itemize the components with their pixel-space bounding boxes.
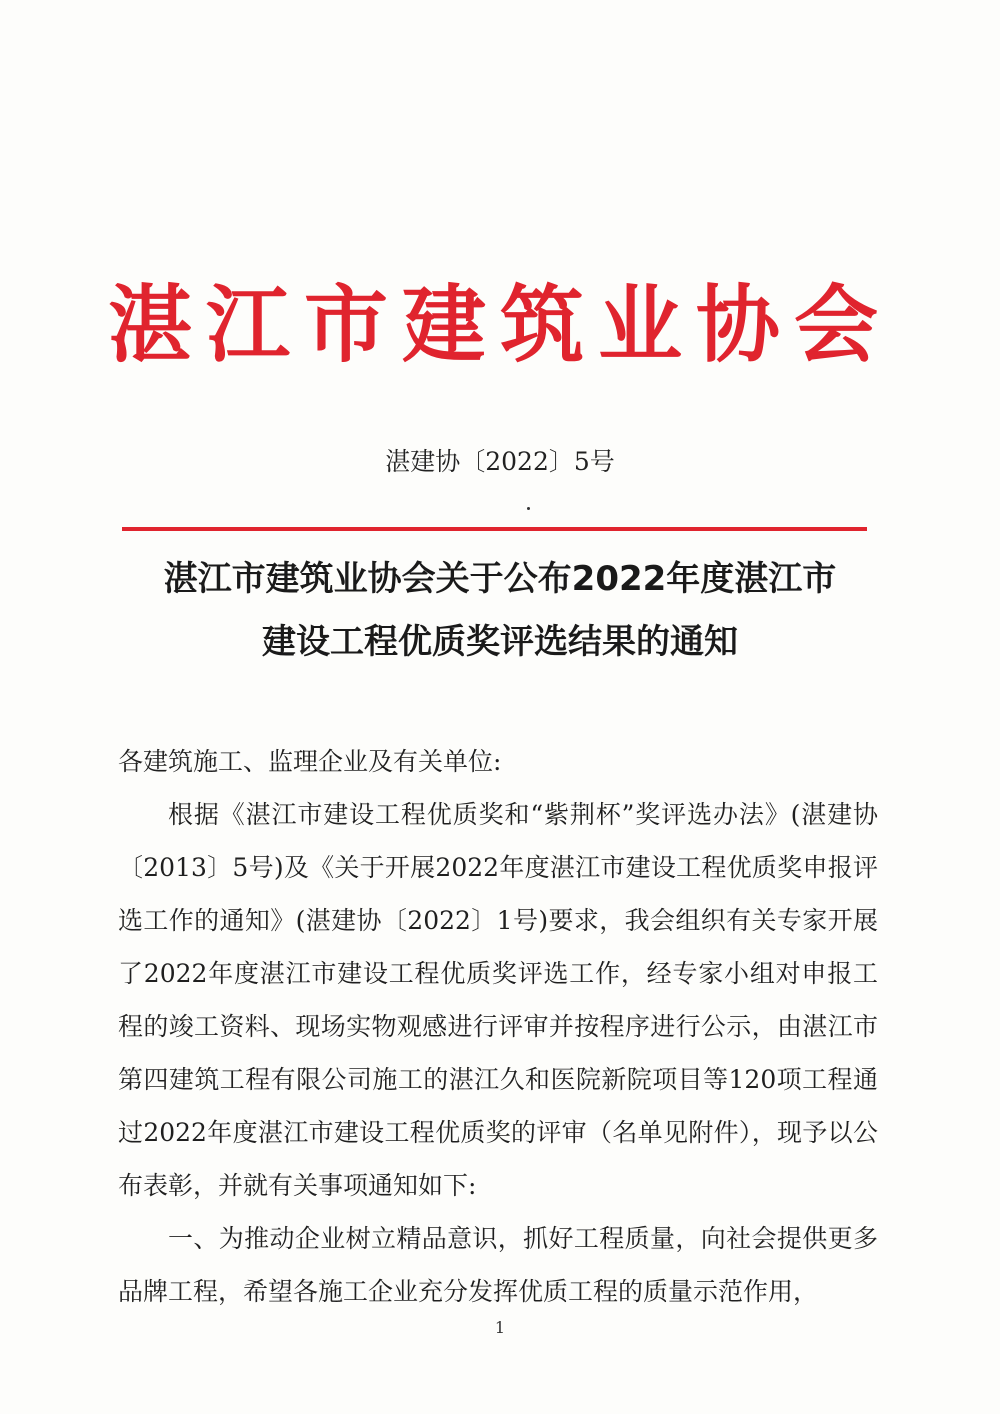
scan-speck (527, 507, 530, 510)
page-number: 1 (494, 1318, 506, 1337)
notice-title-line-2: 建设工程优质奖评选结果的通知 (262, 622, 738, 662)
red-divider-line (122, 527, 867, 531)
document-number: 湛建协〔2022〕5号 (385, 447, 615, 476)
letterhead-org-name: 湛江市建筑业协会 (107, 276, 892, 374)
paragraph-item-1: 一、为推动企业树立精品意识，抓好工程质量，向社会提供更多品牌工程，希望各施工企业充分发挥优质工程的质量示范作用， (118, 1224, 878, 1306)
salutation: 各建筑施工、监理企业及有关单位: (118, 747, 502, 776)
notice-title (100, 548, 900, 674)
notice-title-line-1: 湛江市建筑业协会关于公布2022年度湛江市 (163, 559, 837, 599)
notice-body (118, 735, 878, 1318)
paragraph-basis: 根据《湛江市建设工程优质奖和“紫荆杯”奖评选办法》(湛建协〔2013〕5号)及《关于开展2022年度湛江市建设工程优质奖申报评选工作的通知》(湛建协〔2022〕1号)要求，我会组织有关专家开展了2022年度湛江市建设工程优质奖评选工作，经专家小组对申报工程的竣工资料、现场实物观感进行评审并按程序进行公示，由湛江市第四建筑工程有限公司施工的湛江久和医院新院项目等120项工程通过2022年度湛江市建设工程优质奖的评审（名单见附件），现予以公布表彰，并就有关事项通知如下: (118, 800, 878, 1200)
